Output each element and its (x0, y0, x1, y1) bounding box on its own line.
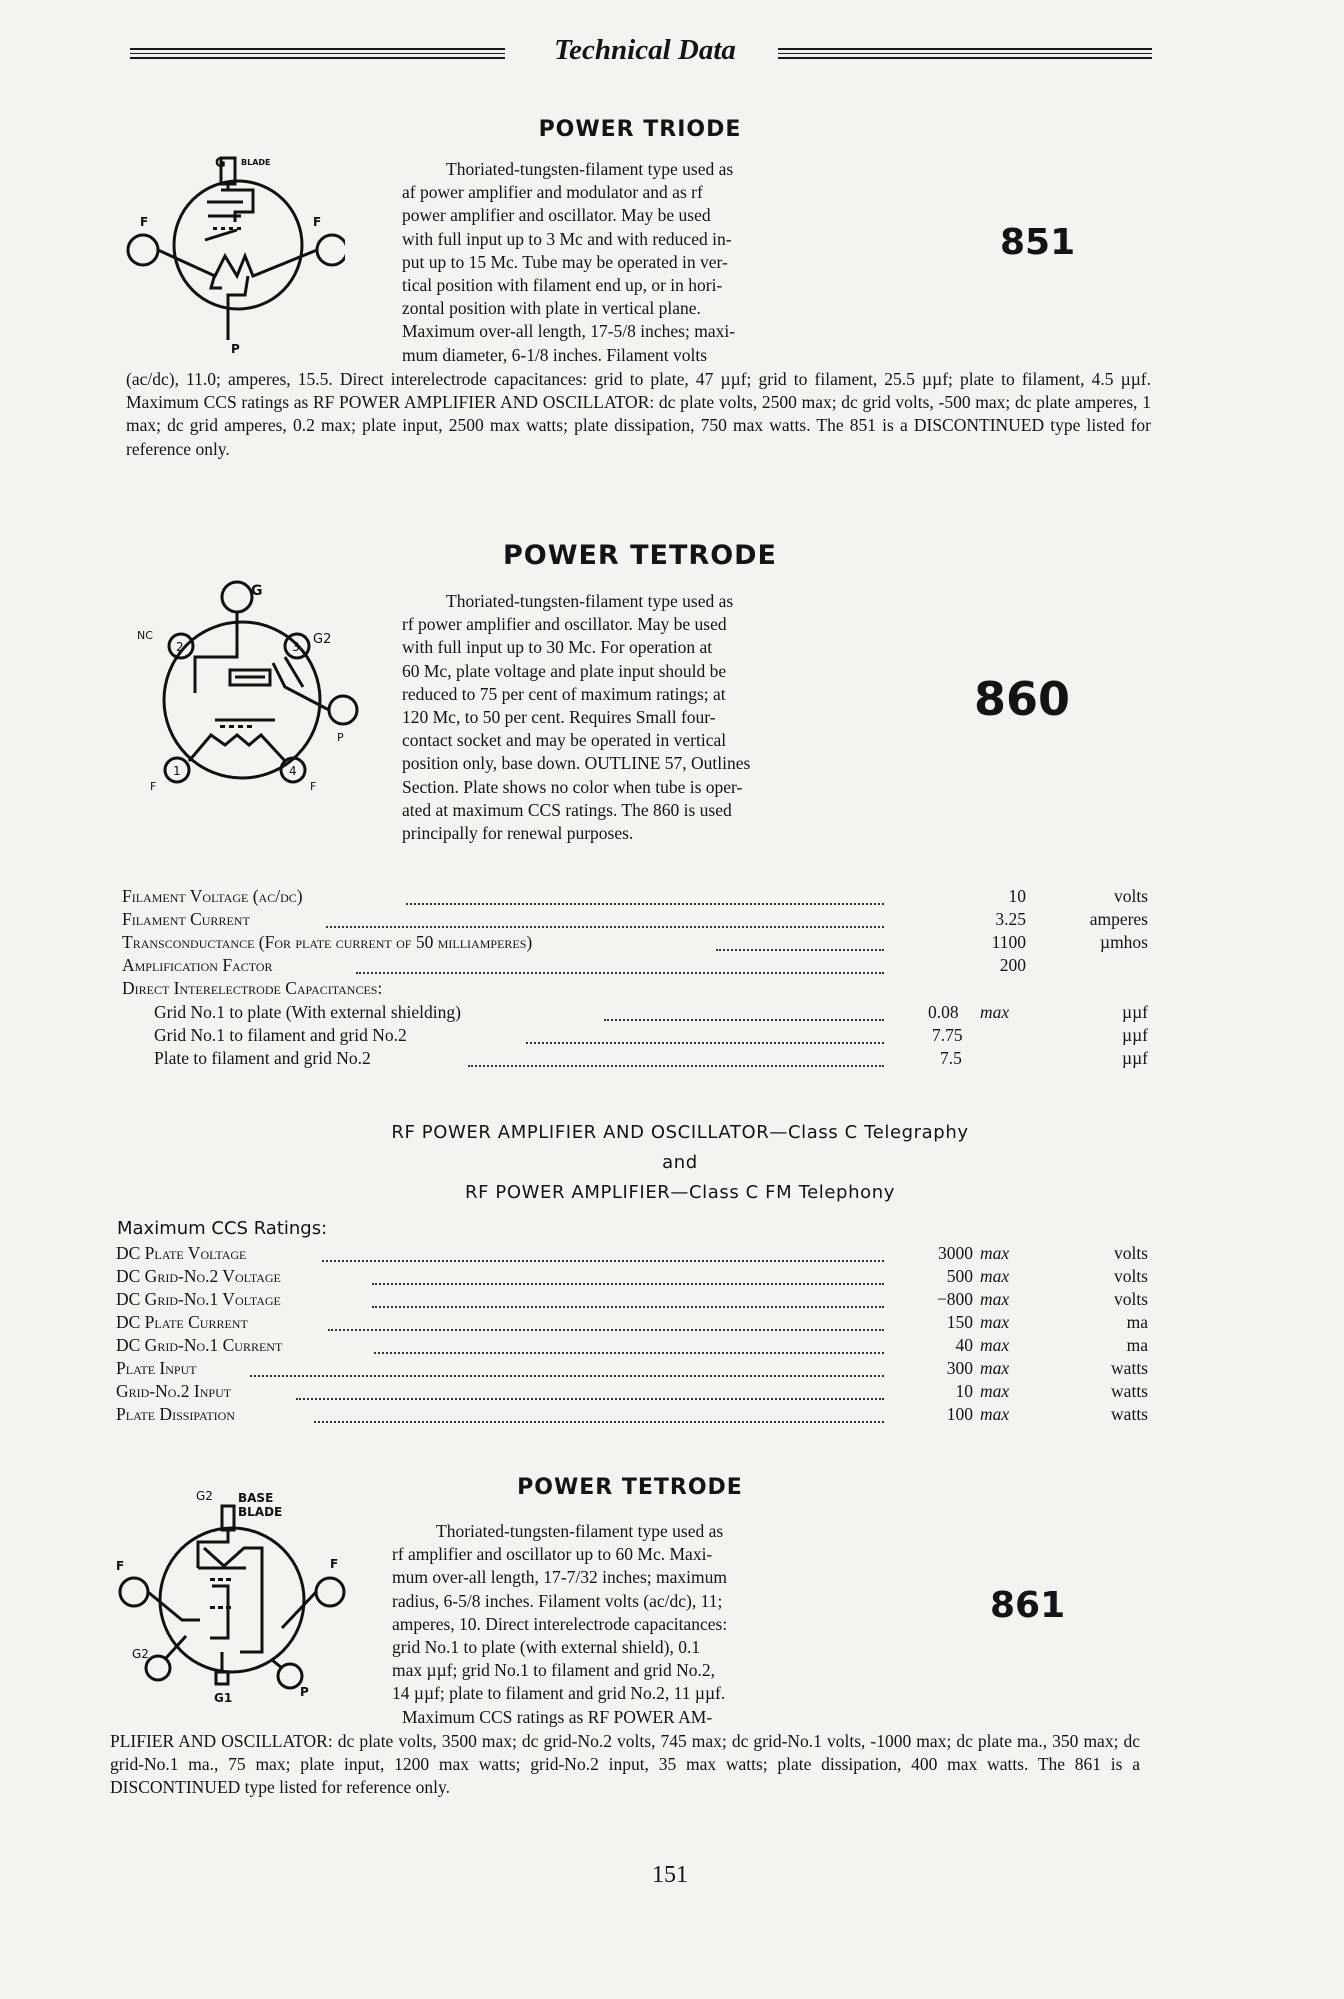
leader-dots (372, 1306, 884, 1308)
class-heading-line: RF POWER AMPLIFIER—Class C FM Telephony (465, 1182, 895, 1203)
tube-861-line: 14 µµf; plate to filament and grid No.2, 11 µµf. (392, 1683, 726, 1704)
capacitance-unit: µµf (1122, 1048, 1148, 1068)
rating-unit: volts (1113, 1243, 1148, 1263)
rating-label: DC Plate Voltage (116, 1243, 247, 1263)
diagram-861-g1-label: G1 (214, 1691, 233, 1703)
tube-851-line: Thoriated-tungsten-filament type used as (446, 159, 734, 179)
tube-861-line: amperes, 10. Direct interelectrode capacitances: (392, 1613, 728, 1634)
tube-860-description (402, 590, 877, 845)
tube-851-line: power amplifier and oscillator. May be used (402, 205, 711, 226)
characteristic-value: 10 (1008, 886, 1026, 906)
rating-row (0, 1266, 1344, 1290)
characteristic-row (0, 955, 1344, 979)
diagram-860-g2-label: G2 (313, 632, 332, 647)
leader-dots (406, 903, 884, 905)
tube-861-line: Thoriated-tungsten-filament type used as (436, 1521, 724, 1541)
diagram-861-filament-left-label: F (116, 1559, 125, 1573)
rating-row (0, 1358, 1344, 1382)
tube-860-line: 60 Mc, plate voltage and plate input should be (402, 660, 727, 681)
running-header (130, 34, 1152, 74)
diagram-851-filament-left-label: F (140, 215, 149, 229)
capacitance-row (0, 1002, 1344, 1026)
rating-max: max (980, 1266, 1010, 1286)
rating-row (0, 1243, 1344, 1267)
capacitances-heading: Direct Interelectrode Capacitances: (122, 978, 383, 998)
rating-value: 150 (946, 1312, 973, 1332)
rating-unit: watts (1111, 1358, 1148, 1378)
diagram-860-pin3-label: 3 (292, 640, 300, 654)
tube-861-line: max µµf; grid No.1 to filament and grid No.2, (392, 1660, 715, 1681)
leader-dots (604, 1019, 884, 1021)
rating-value: 500 (946, 1266, 973, 1286)
rating-label: DC Plate Current (116, 1312, 248, 1332)
rating-max: max (980, 1358, 1010, 1378)
tube-861-line: Maximum CCS ratings as RF POWER AM- (402, 1706, 713, 1727)
characteristic-label: Filament Voltage (ac/dc) (122, 886, 303, 906)
diagram-861-filament-right-label: F (330, 1557, 339, 1571)
rating-unit: ma (1126, 1335, 1148, 1355)
tube-861-description-top (392, 1520, 868, 1729)
diagram-851-plate-label: P (231, 342, 240, 355)
rating-unit: volts (1113, 1266, 1148, 1286)
rating-label: Grid-No.2 Input (116, 1381, 232, 1401)
rating-label: DC Grid-No.1 Voltage (116, 1289, 281, 1309)
tube-860-line: reduced to 75 per cent of maximum ratings; at (402, 683, 726, 704)
characteristic-value: 3.25 (995, 909, 1026, 929)
characteristic-unit: volts (1113, 886, 1148, 906)
rating-row (0, 1289, 1344, 1313)
diagram-860-pin2-label: 2 (176, 640, 184, 654)
ratings-heading: Maximum CCS Ratings: (117, 1218, 328, 1239)
diagram-851-filament-right-label: F (313, 215, 322, 229)
characteristic-row (0, 909, 1344, 933)
diagram-860-filament-right-label: F (310, 780, 317, 793)
leader-dots (250, 1375, 884, 1377)
section-title-861: POWER TETRODE (517, 1475, 743, 1500)
diagram-860-pin4-label: 4 (289, 764, 297, 778)
tube-860-line: 120 Mc, to 50 per cent. Requires Small four- (402, 707, 716, 728)
header-rule-right (778, 48, 1152, 50)
characteristic-unit: µmhos (1099, 932, 1148, 952)
header-rule-left (130, 48, 505, 50)
capacitance-unit: µµf (1122, 1002, 1148, 1022)
rating-label: Plate Dissipation (116, 1404, 235, 1424)
rating-unit: watts (1111, 1404, 1148, 1424)
rating-max: max (980, 1289, 1010, 1309)
capacitance-row (0, 1025, 1344, 1049)
tube-861-line: mum over-all length, 17-7/32 inches; maximum (392, 1567, 728, 1588)
tube-851-line: with full input up to 3 Mc and with reduced in- (402, 228, 732, 249)
rating-unit: volts (1113, 1289, 1148, 1309)
rating-max: max (980, 1335, 1010, 1355)
diagram-860-nc-label: NC (137, 629, 153, 642)
characteristic-label: Amplification Factor (122, 955, 273, 975)
rating-value: 300 (946, 1358, 973, 1378)
capacitance-value: 7.5 (940, 1048, 962, 1068)
capacitance-max: max (980, 1002, 1010, 1022)
rating-label: DC Grid-No.2 Voltage (116, 1266, 281, 1286)
rating-max: max (980, 1243, 1010, 1263)
rating-row (0, 1381, 1344, 1405)
rating-value: 100 (946, 1404, 973, 1424)
tube-860-line: Section. Plate shows no color when tube is oper- (402, 776, 743, 797)
leader-dots (468, 1065, 884, 1067)
tube-851-line: put up to 15 Mc. Tube may be operated in ver- (402, 251, 728, 272)
diagram-860-pin1-label: 1 (173, 764, 181, 778)
characteristic-unit: amperes (1089, 909, 1148, 929)
diagram-861-g2-top-label: G2 (196, 1489, 213, 1503)
tube-851-line: af power amplifier and modulator and as rf (402, 182, 703, 203)
tube-861-line: rf amplifier and oscillator up to 60 Mc. Maxi- (392, 1544, 713, 1565)
diagram-851-blade-label: BLADE (241, 158, 271, 167)
diagram-861-plate-label: P (300, 1685, 309, 1699)
rating-label: Plate Input (116, 1358, 197, 1378)
leader-dots (372, 1283, 884, 1285)
tube-860-line: rf power amplifier and oscillator. May be used (402, 614, 727, 635)
characteristic-label: Transconductance (For plate current of 50 milliamperes) (122, 932, 533, 952)
characteristic-row (0, 886, 1344, 910)
section-title-851: POWER TRIODE (538, 117, 742, 142)
capacitance-label: Grid No.1 to plate (With external shielding) (154, 1002, 461, 1022)
rating-max: max (980, 1404, 1010, 1424)
leader-dots (326, 926, 884, 928)
diagram-861-base-label: BASE (238, 1491, 274, 1505)
diagram-861-g2-left-label: G2 (132, 1647, 149, 1661)
diagram-860-grid-label: G (251, 583, 263, 599)
tube-number-851: 851 (1000, 222, 1076, 263)
rating-max: max (980, 1312, 1010, 1332)
rating-row (0, 1404, 1344, 1428)
rating-value: 10 (955, 1381, 973, 1401)
capacitance-label: Plate to filament and grid No.2 (154, 1048, 371, 1068)
capacitance-row (0, 1048, 1344, 1072)
class-heading-line: RF POWER AMPLIFIER AND OSCILLATOR—Class C Telegraphy (391, 1122, 969, 1143)
leader-dots (356, 972, 884, 974)
rating-label: DC Grid-No.1 Current (116, 1335, 283, 1355)
tube-851-line: mum diameter, 6-1/8 inches. Filament volts (402, 344, 708, 365)
tube-861-description-full: PLIFIER AND OSCILLATOR: dc plate volts, 3500 max; dc grid-No.2 volts, 745 max; dc grid-No.1 volts, -1000 max; dc plate ma., 350 max; dc grid-No.1 ma., 75 max; plate input, 1200 max watts; grid-No.2 input, 35 max watts; plate dissipation, 400 max watts. The 861 is a DISCONTINUED type listed for reference only. (110, 1731, 1140, 1798)
capacitance-label: Grid No.1 to filament and grid No.2 (154, 1025, 407, 1045)
rating-value: −800 (936, 1289, 973, 1309)
tube-860-line: ated at maximum CCS ratings. The 860 is used (402, 799, 732, 820)
leader-dots (716, 949, 884, 951)
tube-860-line: contact socket and may be operated in vertical (402, 730, 727, 751)
tube-851-base-diagram (125, 150, 345, 355)
leader-dots (374, 1352, 884, 1354)
rating-value: 40 (955, 1335, 973, 1355)
diagram-851-grid-label: G (215, 156, 226, 171)
page-number: 151 (652, 1862, 688, 1888)
leader-dots (314, 1421, 884, 1423)
rating-value: 3000 (938, 1243, 973, 1263)
tube-860-line: principally for renewal purposes. (402, 823, 634, 844)
rating-unit: watts (1111, 1381, 1148, 1401)
tube-851-line: zontal position with plate in vertical plane. (402, 298, 701, 319)
leader-dots (296, 1398, 884, 1400)
capacitance-value: 0.08 (928, 1002, 959, 1022)
tube-861-base-diagram (112, 1488, 352, 1703)
diagram-860-filament-left-label: F (150, 780, 157, 793)
class-heading-line: and (662, 1152, 698, 1173)
diagram-860-plate-label: P (337, 731, 344, 744)
running-header-title: Technical Data (554, 34, 736, 66)
leader-dots (322, 1260, 884, 1262)
capacitance-unit: µµf (1122, 1025, 1148, 1045)
tube-860-line: Thoriated-tungsten-filament type used as (446, 591, 734, 611)
leader-dots (526, 1042, 884, 1044)
tube-860-line: position only, base down. OUTLINE 57, Outlines (402, 753, 751, 774)
characteristic-label: Filament Current (122, 909, 250, 929)
rating-unit: ma (1126, 1312, 1148, 1332)
tube-851-line: tical position with filament end up, or in hori- (402, 275, 723, 296)
tube-860-base-diagram (125, 575, 360, 800)
tube-number-861: 861 (990, 1585, 1066, 1626)
tube-861-line: grid No.1 to plate (with external shield), 0.1 (392, 1637, 701, 1658)
characteristic-value: 200 (999, 955, 1026, 975)
tube-851-line: Maximum over-all length, 17-5/8 inches; maxi- (402, 321, 736, 342)
tube-851-description-top (402, 158, 878, 367)
characteristic-row (0, 932, 1344, 956)
tube-number-860: 860 (974, 672, 1071, 726)
characteristic-value: 1100 (991, 932, 1026, 952)
rating-row (0, 1312, 1344, 1336)
rating-row (0, 1335, 1344, 1359)
leader-dots (328, 1329, 884, 1331)
capacitance-value: 7.75 (932, 1025, 963, 1045)
operating-class-heading (200, 1118, 1160, 1208)
diagram-861-blade-label: BLADE (238, 1505, 283, 1519)
section-title-860: POWER TETRODE (502, 540, 778, 571)
tube-860-line: with full input up to 30 Mc. For operation at (402, 637, 713, 658)
tube-851-description-full: (ac/dc), 11.0; amperes, 15.5. Direct interelectrode capacitances: grid to plate, 47 µµf; grid to filament, 25.5 µµf; plate to filament, 4.5 µµf. Maximum CCS ratings as RF POWER AMPLIFIER AND OSCILLATOR: dc plate volts, 2500 max; dc grid volts, -500 max; dc plate amperes, 1 max; dc grid amperes, 0.2 max; plate input, 2500 max watts; plate dissipation, 750 max watts. The 851 is a DISCONTINUED type listed for reference only. (126, 369, 1151, 459)
capacitances-heading-row (0, 978, 1344, 1002)
rating-max: max (980, 1381, 1010, 1401)
tube-861-line: radius, 6-5/8 inches. Filament volts (ac/dc), 11; (392, 1590, 723, 1611)
